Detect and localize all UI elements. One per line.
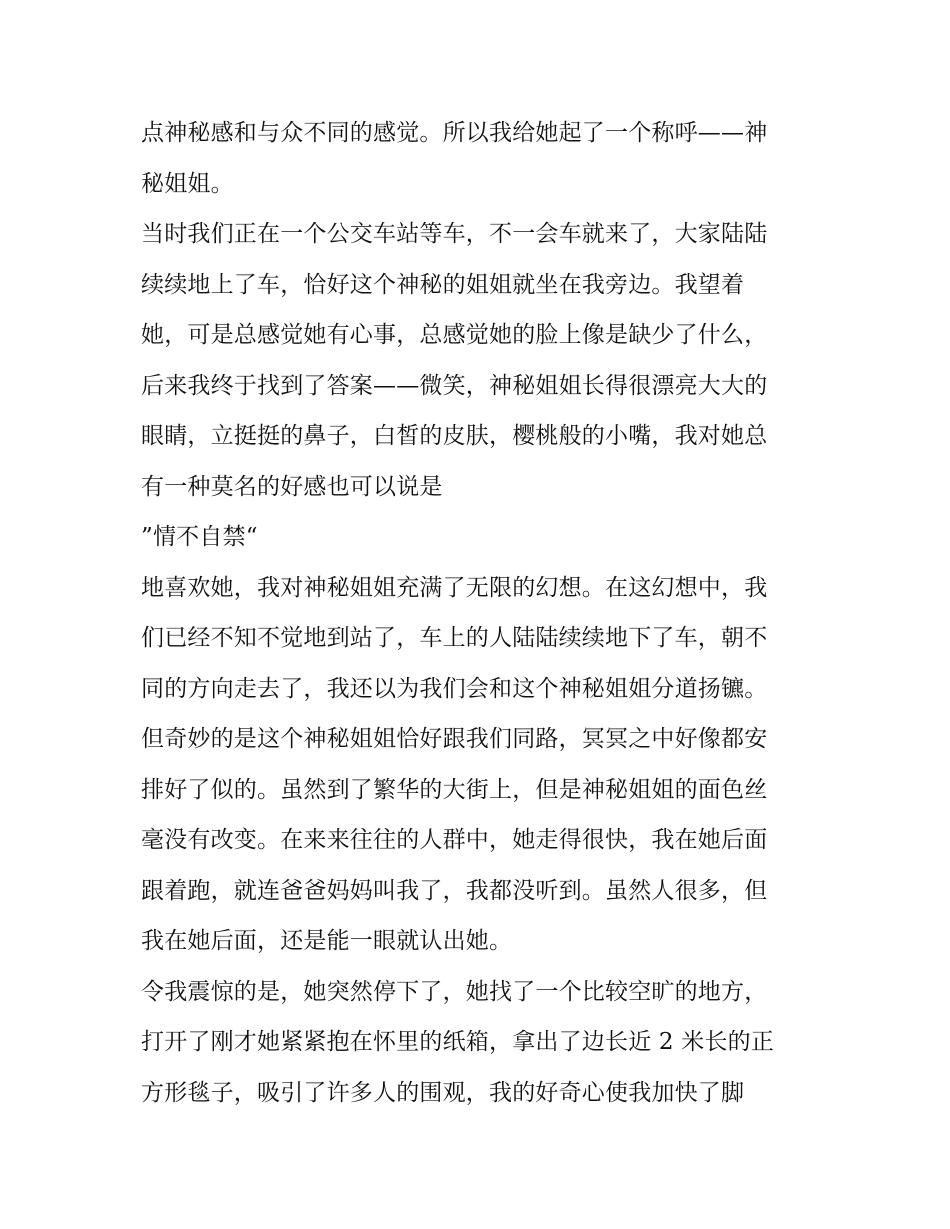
text-line: 地喜欢她，我对神秘姐姐充满了无限的幻想。在这幻想中，我 [141, 574, 768, 601]
text-line: ”情不自禁“ [141, 524, 258, 550]
text-line: 有一种莫名的好感也可以说是 [141, 473, 443, 500]
text-line: 她，可是总感觉她有心事，总感觉她的脸上像是缺少了什么， [141, 322, 768, 348]
text-line: 后来我终于找到了答案——微笑，神秘姐姐长得很漂亮大大的 [141, 372, 768, 399]
text-line: 但奇妙的是这个神秘姐姐恰好跟我们同路，冥冥之中好像都安 [141, 726, 768, 752]
text-line: 秘姐姐。 [141, 170, 234, 197]
text-line: 跟着跑，就连爸爸妈妈叫我了，我都没听到。虽然人很多，但 [141, 877, 768, 904]
text-line: 毫没有改变。在来来往往的人群中，她走得很快，我在她后面 [141, 827, 768, 853]
text-line: 眼睛，立挺挺的鼻子，白皙的皮肤，樱桃般的小嘴，我对她总 [141, 423, 768, 449]
text-line: 打开了刚才她紧紧抱在怀里的纸箱，拿出了边长近 2 米长的正 [141, 1029, 775, 1055]
text-line: 当时我们正在一个公交车站等车，不一会车就来了，大家陆陆 [141, 221, 768, 247]
text-line: 们已经不知不觉地到站了，车上的人陆陆续续地下了车，朝不 [141, 625, 768, 651]
text-line: 我在她后面，还是能一眼就认出她。 [141, 928, 513, 954]
text-line: 点神秘感和与众不同的感觉。所以我给她起了一个称呼——神 [141, 120, 768, 146]
text-line: 令我震惊的是，她突然停下了，她找了一个比较空旷的地方， [141, 978, 768, 1005]
text-line: 方形毯子，吸引了许多人的围观，我的好奇心使我加快了脚 [141, 1079, 745, 1106]
text-line: 同的方向走去了，我还以为我们会和这个神秘姐姐分道扬镳。 [141, 675, 768, 702]
text-line: 续续地上了车，恰好这个神秘的姐姐就坐在我旁边。我望着 [141, 271, 745, 298]
text-line: 排好了似的。虽然到了繁华的大街上，但是神秘姐姐的面色丝 [141, 776, 768, 803]
body-text [141, 108, 813, 1118]
